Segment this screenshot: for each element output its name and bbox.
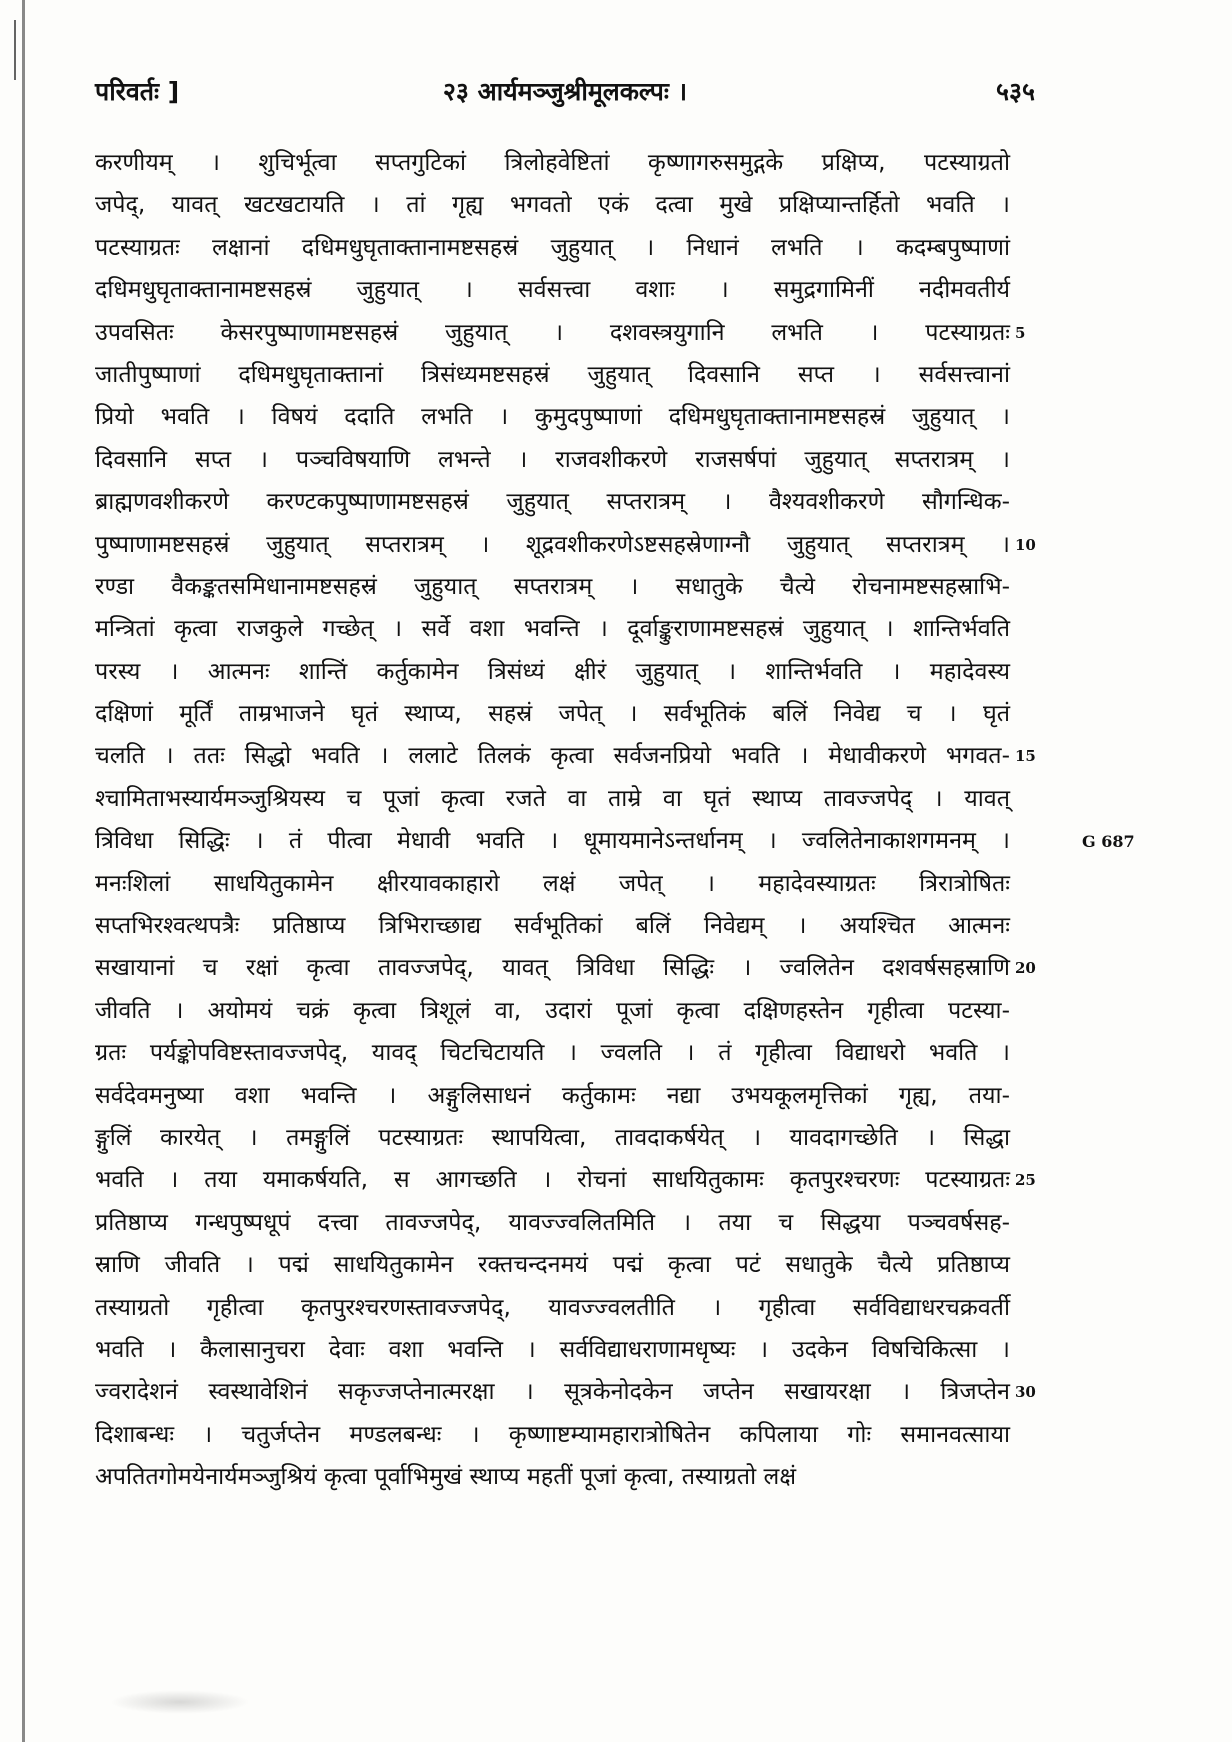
- header-title: २३ आर्यमञ्जुश्रीमूलकल्पः ।: [442, 77, 688, 106]
- line-text: करणीयम् । शुचिर्भूत्वा सप्तगुटिकां त्रिलोहवेष्टितां कृष्णागरुसमुद्गके प्रक्षिप्य, पटस्याग्रतो: [95, 149, 1010, 176]
- line-text: ग्रतः पर्यङ्कोपविष्टस्तावज्जपेद्, यावद् चिटचिटायति । ज्वलति । तं गृहीत्वा विद्याधरो भवति ।: [95, 1039, 1010, 1067]
- text-line: [95, 1414, 1010, 1456]
- line-text: रण्डा वैकङ्कतसमिधानामष्टसहस्रं जुहुयात् सप्तरात्रम् । सधातुके चैत्ये रोचनामष्टसहस्राभि-: [95, 572, 1010, 600]
- text-line: [95, 396, 1010, 438]
- scan-binding-edge: [22, 0, 25, 1742]
- line-text: दधिमधुघृताक्तानामष्टसहस्रं जुहुयात् । सर्वसत्त्वा वशाः । समुद्रगामिनीं नदीमवतीर्य: [95, 276, 1010, 304]
- margin-reference: G 687: [1082, 832, 1135, 851]
- running-header: [95, 74, 1035, 118]
- line-text: प्रतिष्ठाप्य गन्धपुष्पधूपं दत्त्वा तावज्जपेद्, यावज्ज्वलितमिति । तया च सिद्धया पञ्चवर्षसह-: [95, 1208, 1010, 1236]
- text-line: [95, 1371, 1036, 1413]
- line-text: प्रियो भवति । विषयं ददाति लभति । कुमुदपुष्पाणां दधिमधुघृताक्तानामष्टसहस्रं जुहुयात् ।: [95, 403, 1010, 431]
- text-line: [95, 524, 1036, 566]
- line-text: अपतितगोमयेनार्यमञ्जुश्रियं कृत्वा पूर्वाभिमुखं स्थाप्य महतीं पूजां कृत्वा, तस्याग्रतो लक्षं: [95, 1463, 797, 1491]
- line-text: पटस्याग्रतः लक्षानां दधिमधुघृताक्तानामष्टसहस्रं जुहुयात् । निधानं लभति । कदम्बपुष्पाणां: [95, 233, 1010, 261]
- text-line: [95, 227, 1010, 269]
- line-text: दिवसानि सप्त । पञ्चविषयाणि लभन्ते । राजवशीकरणे राजसर्षपां जुहुयात् सप्तरात्रम् ।: [95, 445, 1010, 473]
- line-text: सखायानां च रक्षां कृत्वा तावज्जपेद्, यावत् त्रिविधा सिद्धिः । ज्वलितेन दशवर्षसहस्राणि: [95, 954, 1010, 982]
- page-number: ५३५: [995, 77, 1035, 106]
- line-text: जातीपुष्पाणां दधिमधुघृताक्तानां त्रिसंध्यमष्टसहस्रं जुहुयात् दिवसानि सप्त । सर्वसत्त्वानां: [95, 360, 1010, 388]
- text-line: [95, 269, 1010, 311]
- line-text: दिशाबन्धः । चतुर्जप्तेन मण्डलबन्धः । कृष्णाष्टम्यामहारात्रोषितेन कपिलाया गोः समानवत्साया: [95, 1420, 1010, 1448]
- line-text: दक्षिणां मूर्तिं ताम्रभाजने घृतं स्थाप्य, सहस्रं जपेत् । सर्वभूतिकं बलिं निवेद्य च । घृतं: [95, 700, 1010, 728]
- text-line: [95, 1159, 1036, 1201]
- text-line: [95, 312, 1026, 354]
- line-text: उपवसितः केसरपुष्पाणामष्टसहस्रं जुहुयात् । दशवस्त्रयुगानि लभति । पटस्याग्रतः: [95, 318, 1010, 346]
- text-line: [95, 990, 1010, 1032]
- line-text: श्चामिताभस्यार्यमञ्जुश्रियस्य च पूजां कृत्वा रजते वा ताम्रे वा घृतं स्थाप्य तावज्जपेद् । यावत्: [95, 784, 1010, 812]
- text-line: [95, 693, 1010, 735]
- line-number: 30: [1015, 1383, 1036, 1402]
- line-text: ङ्गुलिं कारयेत् । तमङ्गुलिं पटस्याग्रतः स्थापयित्वा, तावदाकर्षयेत् । यावदागच्छेति । सिद्धा: [95, 1123, 1010, 1151]
- text-body: [95, 142, 1036, 1499]
- line-text: मन्त्रितां कृत्वा राजकुले गच्छेत् । सर्वे वशा भवन्ति । दूर्वाङ्कुराणामष्टसहस्रं जुहुयात् । शान्तिर्भवति: [95, 615, 1010, 643]
- text-line: [95, 1287, 1010, 1329]
- text-line: [95, 735, 1036, 777]
- text-line: [95, 820, 1010, 862]
- text-line: [95, 142, 1010, 184]
- line-text: भवति । कैलासानुचरा देवाः वशा भवन्ति । सर्वविद्याधराणामधृष्यः । उदकेन विषचिकित्सा ।: [95, 1335, 1010, 1363]
- scan-smudge: [110, 1690, 250, 1714]
- text-line: [95, 1244, 1010, 1286]
- text-line: [95, 905, 1010, 947]
- line-number: 15: [1015, 747, 1036, 766]
- line-text: सर्वदेवमनुष्या वशा भवन्ति । अङ्गुलिसाधनं कर्तुकामः नद्या उभयकूलमृत्तिकां गृह्य, तया-: [95, 1081, 1010, 1109]
- line-text: पुष्पाणामष्टसहस्रं जुहुयात् सप्तरात्रम् । शूद्रवशीकरणेऽष्टसहस्रेणाग्नौ जुहुयात् सप्तरात्रम् ।: [95, 530, 1010, 558]
- text-line: [95, 1075, 1010, 1117]
- line-number: 10: [1015, 535, 1036, 554]
- line-text: भवति । तया यमाकर्षयति, स आगच्छति । रोचनां साधयितुकामः कृतपुरश्चरणः पटस्याग्रतः: [95, 1166, 1010, 1194]
- text-line: [95, 863, 1010, 905]
- text-line: [95, 354, 1010, 396]
- text-line: [95, 1117, 1010, 1159]
- text-line: [95, 608, 1010, 650]
- line-text: त्रिविधा सिद्धिः । तं पीत्वा मेधावी भवति । धूमायमानेऽन्तर्धानम् । ज्वलितेनाकाशगमनम् ।: [95, 827, 1010, 855]
- text-line: [95, 778, 1010, 820]
- line-text: स्राणि जीवति । पद्मं साधयितुकामेन रक्तचन्दनमयं पद्मं कृत्वा पटं सधातुके चैत्ये प्रतिष्ठाप्य: [95, 1251, 1010, 1279]
- text-line: [95, 947, 1036, 989]
- header-section-label: परिवर्तः ]: [95, 77, 180, 106]
- text-line: [95, 1329, 1010, 1371]
- line-text: चलति । ततः सिद्धो भवति । ललाटे तिलकं कृत्वा सर्वजनप्रियो भवति । मेधावीकरणे भगवत-: [95, 742, 1010, 770]
- line-text: जीवति । अयोमयं चक्रं कृत्वा त्रिशूलं वा, उदारां पूजां कृत्वा दक्षिणहस्तेन गृहीत्वा पटस्या-: [95, 996, 1010, 1024]
- line-number: 5: [1015, 323, 1026, 342]
- text-line: [95, 651, 1010, 693]
- text-line: [95, 439, 1010, 481]
- line-text: ज्वरादेशनं स्वस्थावेशिनं सकृज्जप्तेनात्मरक्षा । सूत्रकेनोदकेन जप्तेन सखायरक्षा । त्रिजप्तेन: [95, 1378, 1010, 1406]
- text-line: [95, 1202, 1010, 1244]
- line-number: 20: [1015, 959, 1036, 978]
- text-line: [95, 566, 1010, 608]
- line-text: ब्राह्मणवशीकरणे करण्टकपुष्पाणामष्टसहस्रं जुहुयात् सप्तरात्रम् । वैश्यवशीकरणे सौगन्धिक-: [95, 488, 1010, 516]
- line-text: मनःशिलां साधयितुकामेन क्षीरयावकाहारो लक्षं जपेत् । महादेवस्याग्रतः त्रिरात्रोषितः: [95, 869, 1010, 897]
- line-number: 25: [1015, 1171, 1036, 1190]
- text-line: [95, 184, 1010, 226]
- line-text: तस्याग्रतो गृहीत्वा कृतपुरश्चरणस्तावज्जपेद्, यावज्ज्वलतीति । गृहीत्वा सर्वविद्याधरचक्रवर्ती: [95, 1293, 1010, 1321]
- text-line: [95, 481, 1010, 523]
- scan-mark: [14, 20, 16, 80]
- text-line: [95, 1032, 1010, 1074]
- text-line: [95, 1456, 1010, 1498]
- line-text: जपेद्, यावत् खटखटायति । तां गृह्य भगवतो एकं दत्वा मुखे प्रक्षिप्यान्तर्हितो भवति ।: [95, 191, 1010, 219]
- line-text: परस्य । आत्मनः शान्तिं कर्तुकामेन त्रिसंध्यं क्षीरं जुहुयात् । शान्तिर्भवति । महादेवस्य: [95, 657, 1010, 685]
- line-text: सप्तभिरश्वत्थपत्रैः प्रतिष्ठाप्य त्रिभिराच्छाद्य सर्वभूतिकां बलिं निवेद्यम् । अयश्चित आत्मनः: [95, 912, 1010, 940]
